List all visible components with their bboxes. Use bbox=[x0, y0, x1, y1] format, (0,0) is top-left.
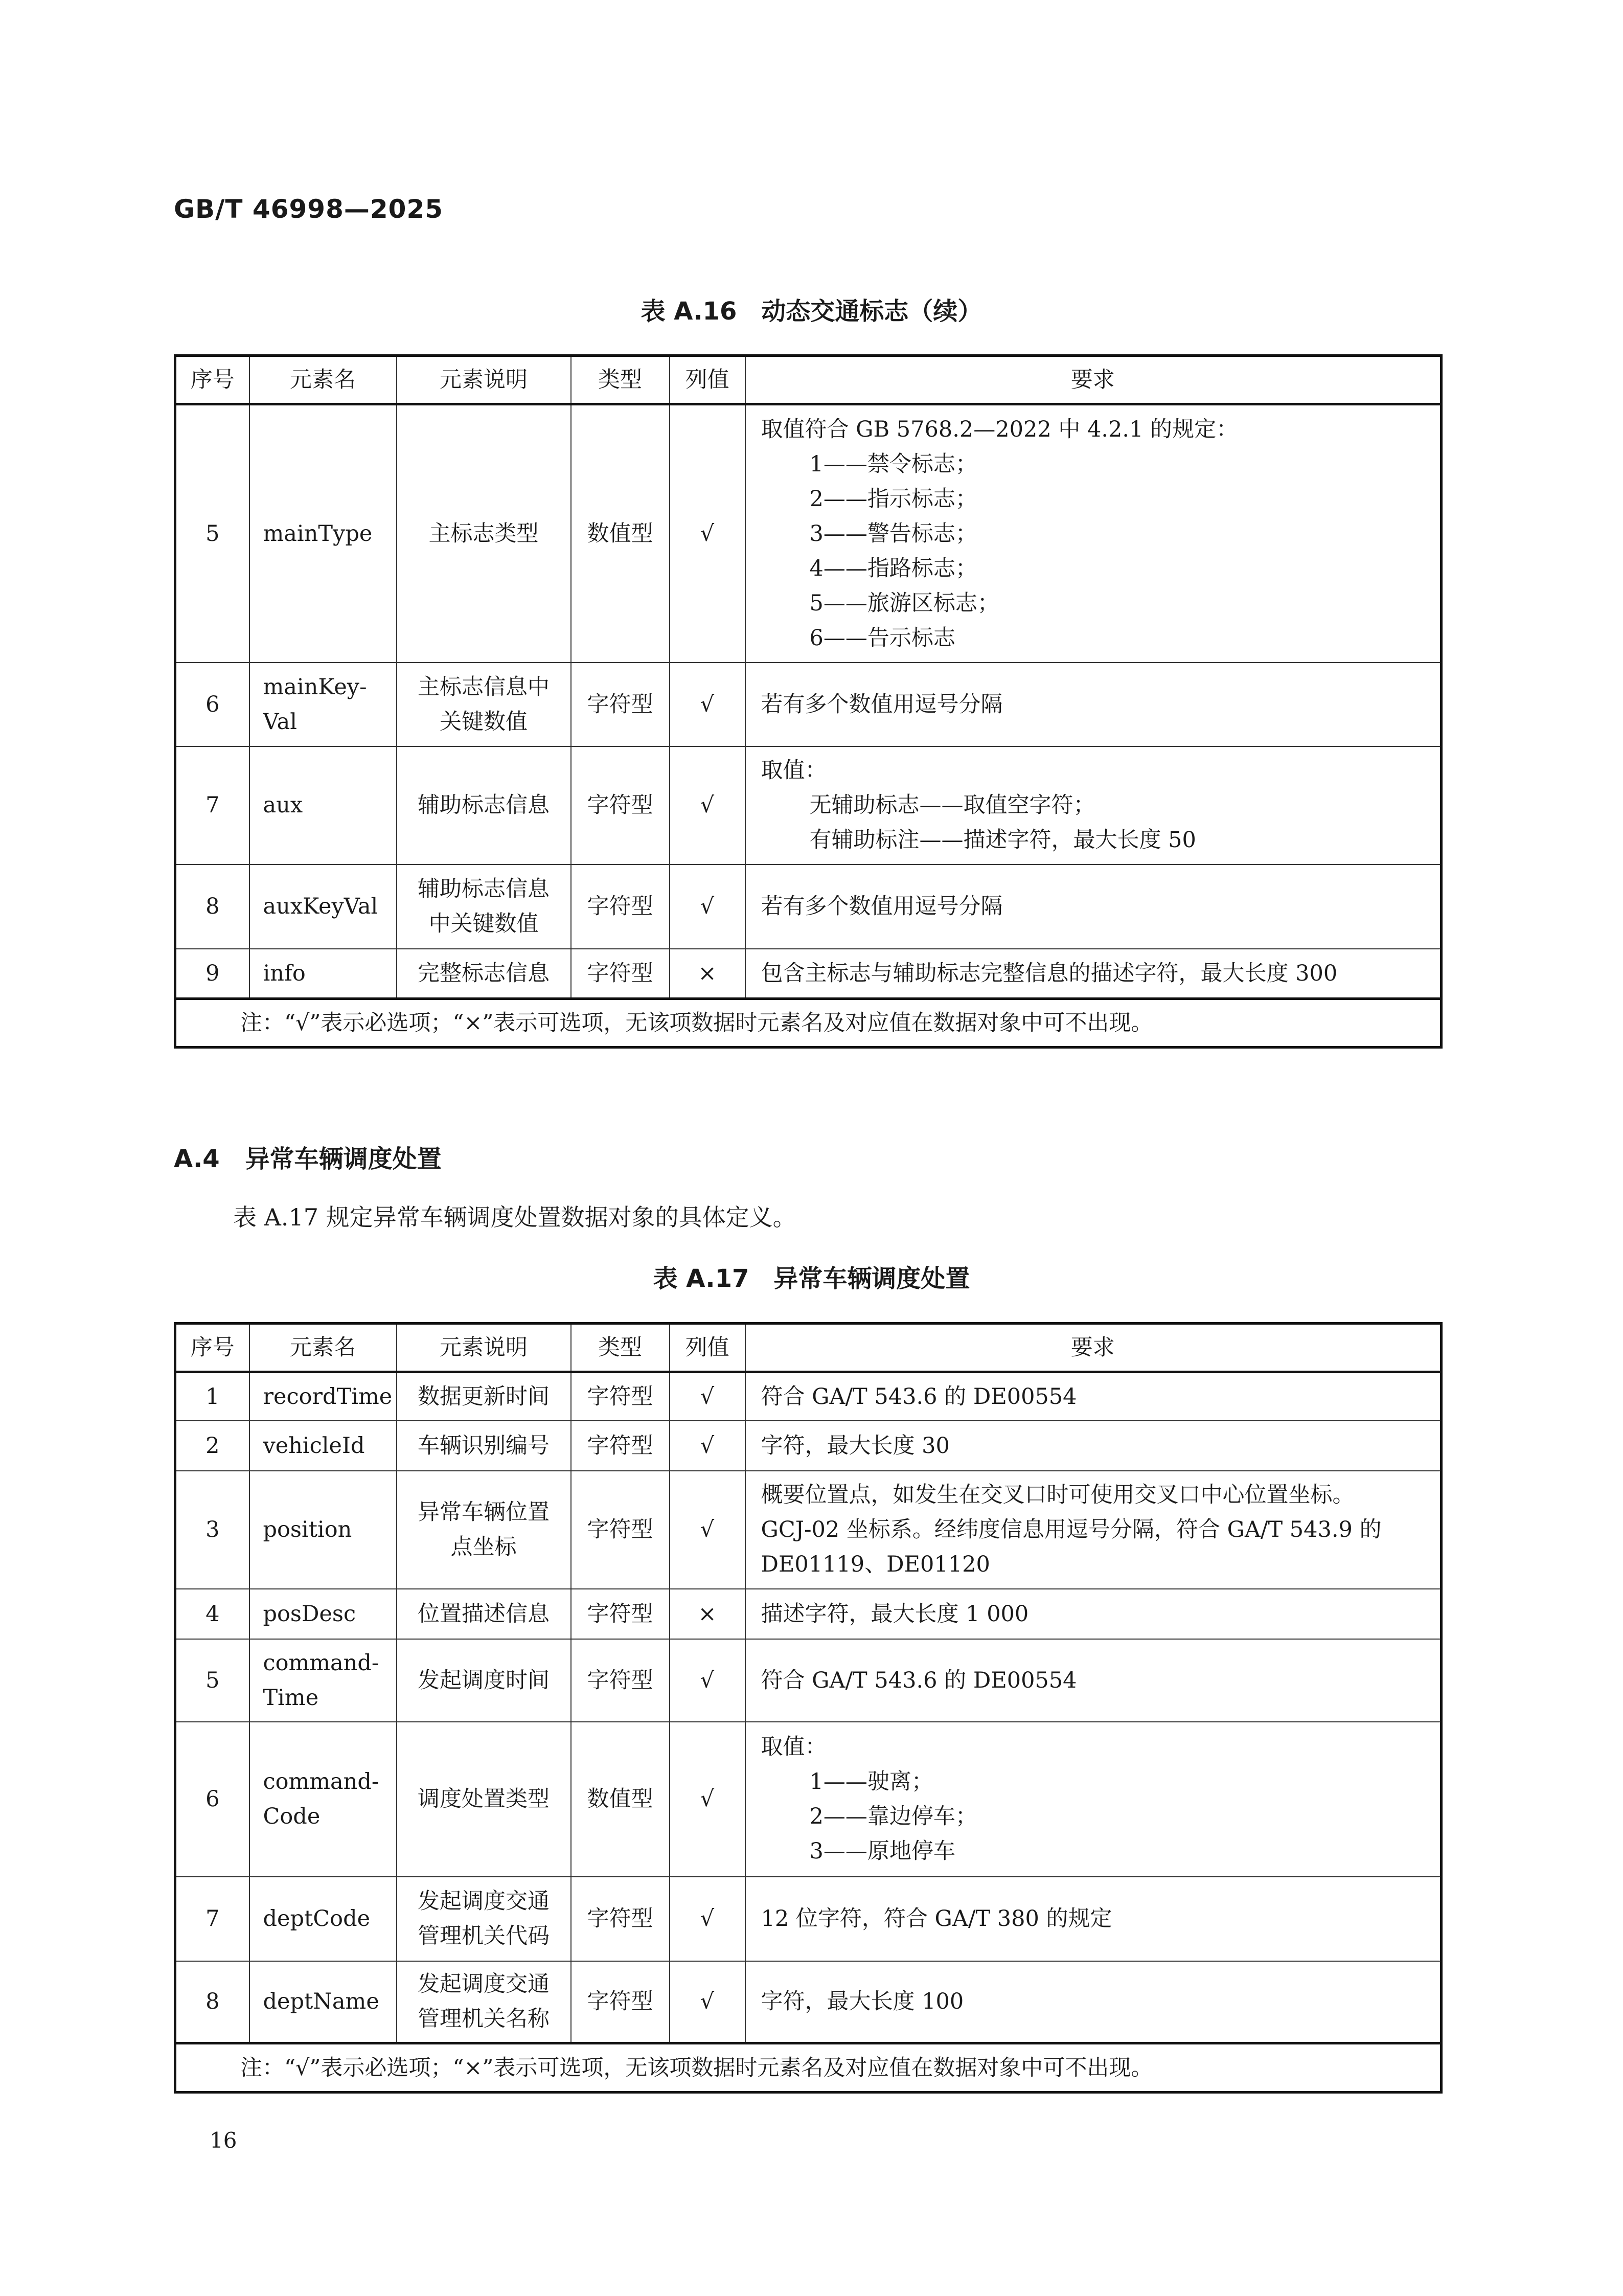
row-number: 7 bbox=[175, 1877, 249, 1961]
requirement-line: 有辅助标注——描述字符，最大长度 50 bbox=[809, 827, 1196, 853]
requirement-line: 符合 GA/T 543.6 的 DE00554 bbox=[761, 1383, 1077, 1410]
element-description-line: 管理机关名称 bbox=[418, 2006, 550, 2032]
row-number: 8 bbox=[175, 1961, 249, 2043]
column-header: 元素名 bbox=[249, 1324, 397, 1372]
requirement bbox=[745, 1372, 1442, 1421]
column-header: 列值 bbox=[670, 356, 745, 404]
element-description-line: 车辆识别编号 bbox=[418, 1433, 550, 1459]
required-mark: √ bbox=[670, 1639, 745, 1722]
requirement-line: 包含主标志与辅助标志完整信息的描述字符，最大长度 300 bbox=[761, 960, 1338, 986]
data-type: 字符型 bbox=[571, 865, 670, 949]
element-description-line: 中关键数值 bbox=[428, 911, 539, 937]
requirement-line: 取值符合 GB 5768.2—2022 中 4.2.1 的规定： bbox=[761, 416, 1239, 442]
requirement-line: GCJ-02 坐标系。经纬度信息用逗号分隔，符合 GA/T 543.9 的 bbox=[761, 1517, 1382, 1542]
element-name-line: mainType bbox=[263, 520, 373, 547]
required-mark: √ bbox=[670, 865, 745, 949]
header-row bbox=[175, 1324, 1442, 1372]
column-header: 元素名 bbox=[249, 356, 397, 404]
element-name bbox=[249, 404, 397, 663]
element-name bbox=[249, 1372, 397, 1421]
intro-paragraph: 表 A.17 规定异常车辆调度处置数据对象的具体定义。 bbox=[233, 1203, 796, 1231]
requirement bbox=[745, 1961, 1442, 2043]
element-description bbox=[397, 1961, 571, 2043]
row-number: 1 bbox=[175, 1372, 249, 1421]
requirement-line: 字符，最大长度 100 bbox=[761, 1989, 964, 2015]
column-header: 要求 bbox=[745, 1324, 1442, 1372]
data-type: 字符型 bbox=[571, 1589, 670, 1639]
element-name-line: mainKey- bbox=[263, 674, 367, 700]
required-mark: × bbox=[670, 949, 745, 999]
section-heading bbox=[174, 1139, 467, 1174]
element-name-line: aux bbox=[263, 792, 303, 818]
header-row bbox=[175, 356, 1442, 404]
element-description-line: 发起调度交通 bbox=[418, 1971, 550, 1997]
requirement bbox=[745, 1589, 1442, 1639]
requirement bbox=[745, 1639, 1442, 1722]
requirement-line: 12 位字符，符合 GA/T 380 的规定 bbox=[761, 1906, 1112, 1931]
element-description-line: 点坐标 bbox=[450, 1534, 517, 1560]
column-header: 元素说明 bbox=[397, 1324, 571, 1372]
element-name-line: command- bbox=[263, 1769, 379, 1794]
data-type: 字符型 bbox=[571, 746, 670, 865]
table-row bbox=[175, 949, 1442, 999]
element-name-line: command- bbox=[263, 1650, 379, 1676]
element-description bbox=[397, 865, 571, 949]
element-name bbox=[249, 1639, 397, 1722]
column-header: 类型 bbox=[571, 1324, 670, 1372]
element-description bbox=[397, 1589, 571, 1639]
required-mark: × bbox=[670, 1589, 745, 1639]
data-type: 字符型 bbox=[571, 1421, 670, 1471]
element-name bbox=[249, 1589, 397, 1639]
element-name bbox=[249, 1722, 397, 1877]
requirement-line: 2——靠边停车； bbox=[809, 1804, 977, 1829]
page-number: 16 bbox=[210, 2128, 237, 2153]
required-mark: √ bbox=[670, 1961, 745, 2043]
element-name bbox=[249, 949, 397, 999]
row-number: 2 bbox=[175, 1421, 249, 1471]
element-name-line: Time bbox=[263, 1685, 319, 1711]
column-header: 要求 bbox=[745, 356, 1442, 404]
row-number: 9 bbox=[175, 949, 249, 999]
note-text: 注：“√”表示必选项；“×”表示可选项，无该项数据时元素名及对应值在数据对象中可不出现。 bbox=[240, 2055, 1153, 2081]
requirement bbox=[745, 1471, 1442, 1589]
note-row bbox=[175, 999, 1442, 1048]
element-description-line: 异常车辆位置 bbox=[418, 1499, 550, 1525]
element-description bbox=[397, 949, 571, 999]
requirement-line: 4——指路标志； bbox=[809, 555, 977, 581]
element-description-line: 主标志信息中 bbox=[418, 674, 550, 700]
data-type: 字符型 bbox=[571, 1961, 670, 2043]
column-header: 列值 bbox=[670, 1324, 745, 1372]
table-row bbox=[175, 1471, 1442, 1589]
element-name-line: Val bbox=[263, 709, 297, 735]
element-name bbox=[249, 1961, 397, 2043]
element-name-line: Code bbox=[263, 1804, 321, 1829]
element-description bbox=[397, 1372, 571, 1421]
requirement-line: 取值： bbox=[761, 1734, 827, 1760]
row-number: 5 bbox=[175, 404, 249, 663]
column-header: 序号 bbox=[175, 1324, 249, 1372]
required-mark: √ bbox=[670, 1877, 745, 1961]
requirement-line: 1——禁令标志； bbox=[809, 451, 977, 477]
element-description bbox=[397, 1421, 571, 1471]
requirement bbox=[745, 663, 1442, 746]
element-name-line: deptName bbox=[263, 1989, 379, 2015]
requirement-line: 若有多个数值用逗号分隔 bbox=[761, 691, 1003, 717]
required-mark: √ bbox=[670, 1471, 745, 1589]
column-header: 类型 bbox=[571, 356, 670, 404]
element-description-line: 调度处置类型 bbox=[418, 1786, 550, 1812]
element-description bbox=[397, 404, 571, 663]
element-name-line: posDesc bbox=[263, 1601, 356, 1627]
data-type: 字符型 bbox=[571, 1639, 670, 1722]
section-title: 异常车辆调度处置 bbox=[245, 1145, 442, 1173]
row-number: 5 bbox=[175, 1639, 249, 1722]
data-type: 字符型 bbox=[571, 1372, 670, 1421]
requirement-line: 若有多个数值用逗号分隔 bbox=[761, 894, 1003, 919]
element-description-line: 主标志类型 bbox=[428, 520, 539, 547]
requirement-line: 描述字符，最大长度 1 000 bbox=[761, 1601, 1029, 1627]
required-mark: √ bbox=[670, 1722, 745, 1877]
document-code-header: GB/T 46998—2025 bbox=[174, 194, 444, 224]
requirement-line: 1——驶离； bbox=[809, 1769, 933, 1794]
table-row bbox=[175, 865, 1442, 949]
table-a16-title: 表 A.16 动态交通标志（续） bbox=[641, 297, 982, 326]
requirement bbox=[745, 1421, 1442, 1471]
element-description bbox=[397, 1877, 571, 1961]
table-a17 bbox=[174, 1322, 1443, 2094]
element-name bbox=[249, 1471, 397, 1589]
data-type: 数值型 bbox=[571, 1722, 670, 1877]
element-description bbox=[397, 1722, 571, 1877]
requirement-line: 符合 GA/T 543.6 的 DE00554 bbox=[761, 1667, 1077, 1693]
table-row bbox=[175, 1722, 1442, 1877]
table-row bbox=[175, 663, 1442, 746]
element-description bbox=[397, 1471, 571, 1589]
row-number: 7 bbox=[175, 746, 249, 865]
element-description bbox=[397, 663, 571, 746]
table-row bbox=[175, 404, 1442, 663]
table-a16 bbox=[174, 354, 1443, 1049]
requirement-line: 2——指示标志； bbox=[809, 486, 977, 512]
element-description-line: 发起调度交通 bbox=[418, 1889, 550, 1914]
required-mark: √ bbox=[670, 746, 745, 865]
element-name-line: position bbox=[263, 1517, 352, 1542]
required-mark: √ bbox=[670, 1372, 745, 1421]
requirement bbox=[745, 746, 1442, 865]
element-description bbox=[397, 1639, 571, 1722]
element-name bbox=[249, 746, 397, 865]
table-row bbox=[175, 1639, 1442, 1722]
row-number: 6 bbox=[175, 1722, 249, 1877]
element-description-line: 完整标志信息 bbox=[418, 960, 550, 986]
element-name-line: info bbox=[263, 960, 306, 986]
element-name-line: vehicleId bbox=[263, 1433, 365, 1459]
element-name bbox=[249, 663, 397, 746]
element-description-line: 发起调度时间 bbox=[418, 1667, 550, 1693]
row-number: 3 bbox=[175, 1471, 249, 1589]
requirement-line: 3——警告标志； bbox=[809, 520, 977, 547]
element-name-line: recordTime bbox=[263, 1383, 393, 1410]
row-number: 4 bbox=[175, 1589, 249, 1639]
element-description-line: 辅助标志信息 bbox=[418, 792, 550, 818]
element-description-line: 位置描述信息 bbox=[418, 1601, 550, 1627]
table-row bbox=[175, 1877, 1442, 1961]
section-number: A.4 bbox=[174, 1145, 220, 1173]
requirement-line: 取值： bbox=[761, 758, 827, 783]
requirement-line: 字符，最大长度 30 bbox=[761, 1433, 950, 1459]
requirement bbox=[745, 404, 1442, 663]
table-note bbox=[175, 2043, 1442, 2093]
element-name-line: deptCode bbox=[263, 1906, 371, 1931]
table-a17-title: 表 A.17 异常车辆调度处置 bbox=[653, 1264, 970, 1293]
table-row bbox=[175, 1372, 1442, 1421]
data-type: 字符型 bbox=[571, 949, 670, 999]
element-description-line: 数据更新时间 bbox=[418, 1383, 550, 1410]
row-number: 6 bbox=[175, 663, 249, 746]
requirement-line: 5——旅游区标志； bbox=[809, 590, 999, 616]
requirement bbox=[745, 949, 1442, 999]
table-row bbox=[175, 1961, 1442, 2043]
note-text: 注：“√”表示必选项；“×”表示可选项，无该项数据时元素名及对应值在数据对象中可不出现。 bbox=[240, 1010, 1153, 1036]
requirement bbox=[745, 1877, 1442, 1961]
requirement-line: 3——原地停车 bbox=[809, 1838, 955, 1864]
required-mark: √ bbox=[670, 663, 745, 746]
element-description-line: 关键数值 bbox=[440, 709, 528, 735]
requirement bbox=[745, 865, 1442, 949]
data-type: 字符型 bbox=[571, 1471, 670, 1589]
table-note bbox=[175, 999, 1442, 1048]
element-name bbox=[249, 1421, 397, 1471]
requirement bbox=[745, 1722, 1442, 1877]
note-row bbox=[175, 2043, 1442, 2093]
data-type: 字符型 bbox=[571, 1877, 670, 1961]
table-row bbox=[175, 1589, 1442, 1639]
element-description-line: 管理机关代码 bbox=[418, 1923, 550, 1949]
data-type: 数值型 bbox=[571, 404, 670, 663]
required-mark: √ bbox=[670, 404, 745, 663]
element-description bbox=[397, 746, 571, 865]
requirement-line: 6——告示标志 bbox=[809, 625, 955, 651]
element-name-line: auxKeyVal bbox=[263, 894, 378, 919]
table-row bbox=[175, 746, 1442, 865]
element-description-line: 辅助标志信息 bbox=[418, 876, 550, 902]
column-header: 序号 bbox=[175, 356, 249, 404]
column-header: 元素说明 bbox=[397, 356, 571, 404]
table-row bbox=[175, 1421, 1442, 1471]
data-type: 字符型 bbox=[571, 663, 670, 746]
element-name bbox=[249, 1877, 397, 1961]
required-mark: √ bbox=[670, 1421, 745, 1471]
row-number: 8 bbox=[175, 865, 249, 949]
element-name bbox=[249, 865, 397, 949]
requirement-line: 无辅助标志——取值空字符； bbox=[809, 792, 1095, 818]
requirement-line: DE01119、DE01120 bbox=[761, 1552, 990, 1577]
requirement-line: 概要位置点，如发生在交叉口时可使用交叉口中心位置坐标。 bbox=[761, 1482, 1355, 1508]
